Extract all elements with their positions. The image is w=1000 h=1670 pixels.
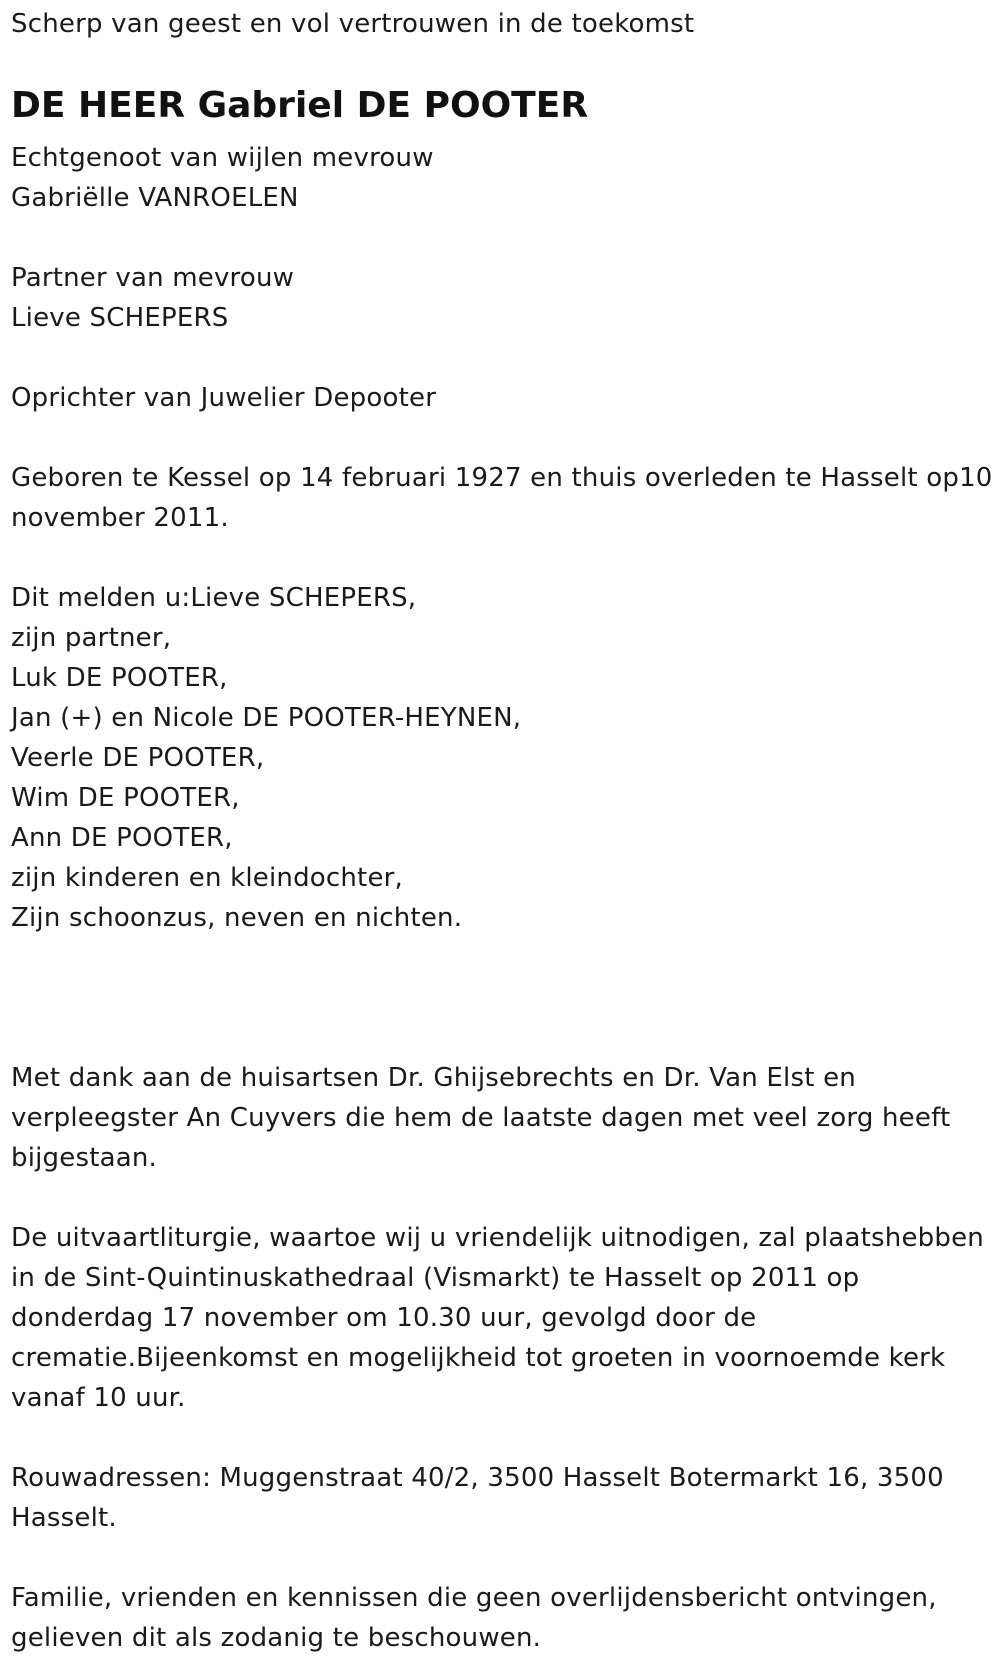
funeral-line: crematie.Bijeenkomst en mogelijkheid tot groeten in voornoemde kerk: [11, 1343, 946, 1373]
announcer-line: Luk DE POOTER,: [11, 663, 228, 693]
announcers-section: [11, 578, 996, 938]
thanks-line: verpleegster An Cuyvers die hem de laatste dagen met veel zorg heeft: [11, 1103, 951, 1133]
obituary-notice: [11, 4, 996, 1658]
thanks-line: bijgestaan.: [11, 1143, 157, 1173]
announcer-line: Dit melden u:Lieve SCHEPERS,: [11, 583, 417, 613]
thanks-line: Met dank aan de huisartsen Dr. Ghijsebrechts en Dr. Van Elst en: [11, 1063, 856, 1093]
funeral-line: De uitvaartliturgie, waartoe wij u vriendelijk uitnodigen, zal plaatshebben: [11, 1223, 984, 1253]
partner-section: [11, 258, 996, 338]
thanks-section: [11, 1058, 996, 1178]
announcer-line: zijn kinderen en kleindochter,: [11, 863, 404, 893]
spacer: [11, 1418, 996, 1458]
birth-death-line: Geboren te Kessel op 14 februari 1927 en thuis overleden te Hasselt op10: [11, 463, 993, 493]
funeral-line: vanaf 10 uur.: [11, 1383, 186, 1413]
funeral-section: [11, 1218, 996, 1418]
announcer-line: Jan (+) en Nicole DE POOTER-HEYNEN,: [11, 703, 522, 733]
addresses-section: [11, 1458, 996, 1538]
announcer-line: zijn partner,: [11, 623, 172, 653]
tagline: Scherp van geest en vol vertrouwen in de toekomst: [11, 9, 695, 39]
closing-section: [11, 1578, 996, 1658]
deceased-name: DE HEER Gabriel DE POOTER: [11, 85, 589, 126]
founder-line: Oprichter van Juwelier Depooter: [11, 383, 437, 413]
announcer-line: Zijn schoonzus, neven en nichten.: [11, 903, 463, 933]
spacer: [11, 538, 996, 578]
spouse-name: Gabriëlle VANROELEN: [11, 183, 299, 213]
birth-death-line: november 2011.: [11, 503, 229, 533]
spouse-section: [11, 138, 996, 218]
spacer: [11, 938, 996, 1058]
address-line: Hasselt.: [11, 1503, 117, 1533]
announcer-line: Veerle DE POOTER,: [11, 743, 265, 773]
funeral-line: in de Sint-Quintinuskathedraal (Vismarkt) te Hasselt op 2011 op: [11, 1263, 860, 1293]
spacer: [11, 1178, 996, 1218]
partner-line: Partner van mevrouw: [11, 263, 295, 293]
closing-line: gelieven dit als zodanig te beschouwen.: [11, 1623, 542, 1653]
address-line: Rouwadressen: Muggenstraat 40/2, 3500 Hasselt Botermarkt 16, 3500: [11, 1463, 944, 1493]
spouse-line: Echtgenoot van wijlen mevrouw: [11, 143, 434, 173]
spacer: [11, 338, 996, 378]
spacer: [11, 1538, 996, 1578]
announcer-line: Wim DE POOTER,: [11, 783, 240, 813]
spacer: [11, 418, 996, 458]
closing-line: Familie, vrienden en kennissen die geen overlijdensbericht ontvingen,: [11, 1583, 937, 1613]
funeral-line: donderdag 17 november om 10.30 uur, gevolgd door de: [11, 1303, 757, 1333]
birth-death-section: [11, 458, 996, 538]
spacer: [11, 218, 996, 258]
partner-name: Lieve SCHEPERS: [11, 303, 229, 333]
announcer-line: Ann DE POOTER,: [11, 823, 233, 853]
